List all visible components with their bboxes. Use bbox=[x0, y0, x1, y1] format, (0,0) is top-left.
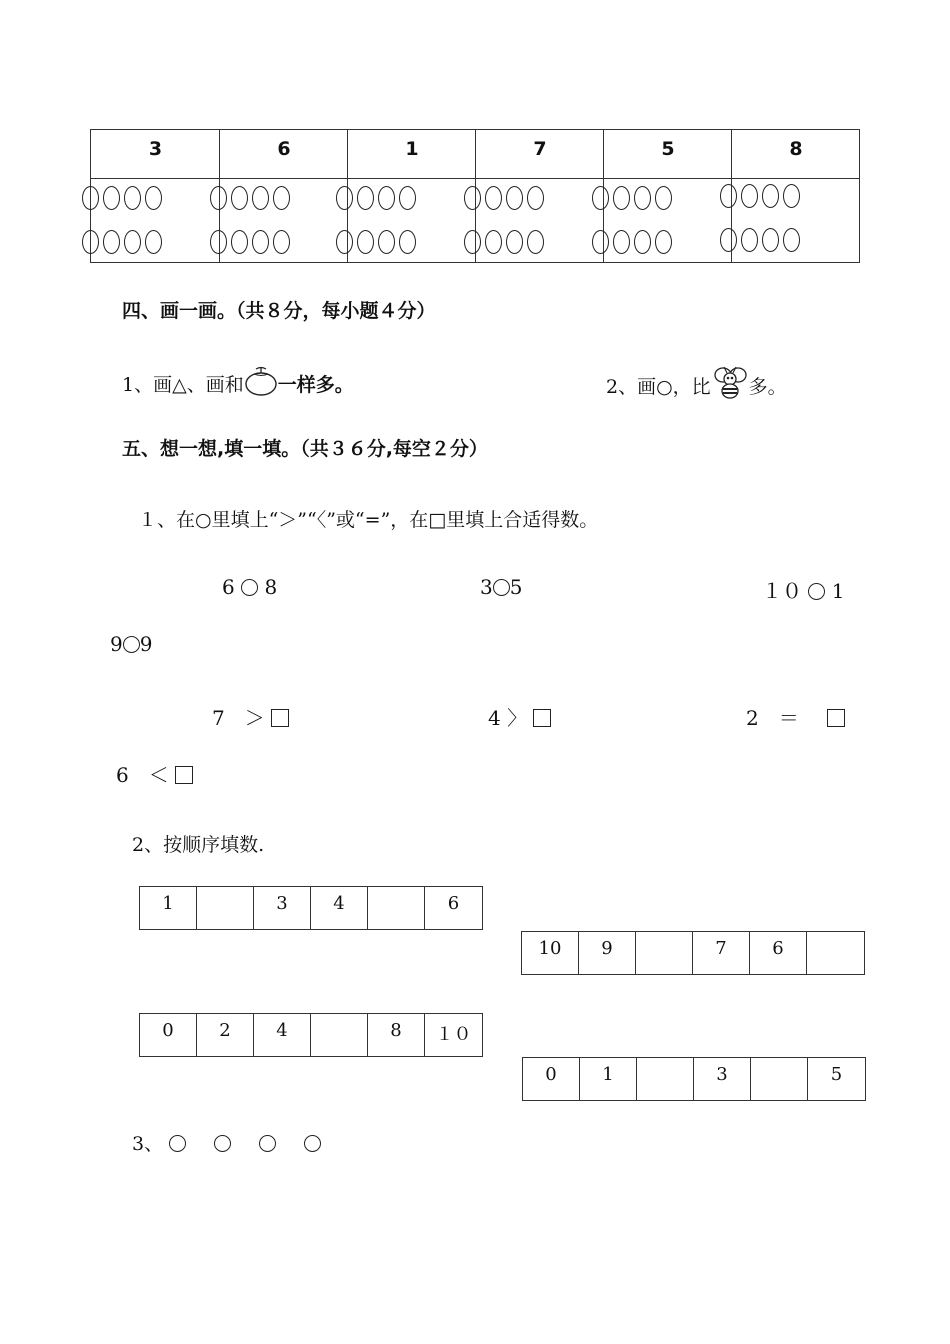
oval-group[interactable] bbox=[210, 230, 290, 254]
section5-heading: 五、想一想,填一填。（共３６分,每空２分） bbox=[122, 438, 488, 460]
section4-heading: 四、画一画。（共８分，每小题４分） bbox=[122, 300, 436, 322]
oval-group[interactable] bbox=[592, 186, 672, 210]
oval-group[interactable] bbox=[464, 186, 544, 210]
apple-icon bbox=[244, 365, 278, 402]
seq-cell: 8 bbox=[368, 1014, 425, 1056]
column-number: 5 bbox=[661, 138, 675, 160]
fill-expression: 7 ＞ bbox=[212, 706, 265, 730]
fill-a bbox=[212, 702, 289, 731]
compare-d bbox=[110, 632, 152, 656]
seq-cell: 1 bbox=[140, 887, 197, 929]
compare-left: 6 bbox=[222, 575, 235, 599]
oval-group[interactable] bbox=[82, 230, 162, 254]
q2-prefix: 2、画○，比 bbox=[606, 376, 711, 398]
fill-c bbox=[746, 702, 845, 731]
fill-d bbox=[116, 759, 193, 788]
oval-group[interactable] bbox=[210, 186, 290, 210]
answer-box[interactable] bbox=[827, 709, 845, 727]
compare-a bbox=[222, 575, 277, 599]
compare-right: 5 bbox=[509, 575, 523, 599]
oval-group[interactable] bbox=[720, 184, 800, 208]
answer-circle[interactable] bbox=[808, 583, 825, 600]
seq-cell[interactable] bbox=[311, 1014, 368, 1056]
seq-cell: 0 bbox=[523, 1058, 580, 1100]
column-number: 6 bbox=[277, 138, 291, 160]
compare-c bbox=[762, 575, 844, 604]
column-number: 7 bbox=[533, 138, 547, 160]
compare-left: 9 bbox=[110, 632, 123, 656]
section5-q3 bbox=[132, 1129, 321, 1156]
section4-q2 bbox=[606, 365, 787, 406]
q1-prefix: 1、画△、画和 bbox=[122, 374, 244, 396]
fill-expression: 2 ＝ bbox=[746, 706, 799, 730]
oval-group[interactable] bbox=[82, 186, 162, 210]
compare-left: １０ bbox=[762, 579, 802, 603]
bee-icon bbox=[711, 365, 749, 406]
seq-cell: 4 bbox=[311, 887, 368, 929]
seq-cell[interactable] bbox=[197, 887, 254, 929]
seq-cell[interactable] bbox=[807, 932, 864, 974]
fill-expression: 4 〉 bbox=[488, 706, 528, 730]
answer-box[interactable] bbox=[533, 709, 551, 727]
oval-group[interactable] bbox=[720, 228, 800, 252]
sequence-row-3 bbox=[139, 1013, 483, 1057]
circle-shape bbox=[259, 1135, 276, 1152]
column-number: 3 bbox=[148, 138, 163, 160]
answer-circle[interactable] bbox=[241, 579, 258, 596]
fill-expression: 6 ＜ bbox=[116, 763, 169, 787]
answer-circle[interactable] bbox=[493, 579, 510, 596]
seq-cell: 3 bbox=[254, 887, 311, 929]
fill-b bbox=[488, 702, 551, 731]
sequence-row-4 bbox=[522, 1057, 866, 1101]
seq-cell: 9 bbox=[579, 932, 636, 974]
seq-cell: 4 bbox=[254, 1014, 311, 1056]
circle-shape bbox=[169, 1135, 186, 1152]
seq-cell[interactable] bbox=[637, 1058, 694, 1100]
compare-right: 1 bbox=[831, 579, 845, 603]
section5-q1: １、在○里填上“＞”“〈”或“=”，在□里填上合适得数。 bbox=[138, 509, 599, 531]
column-number: 8 bbox=[789, 138, 803, 160]
seq-cell[interactable] bbox=[368, 887, 425, 929]
answer-circle[interactable] bbox=[123, 636, 140, 653]
oval-group[interactable] bbox=[592, 230, 672, 254]
q2-suffix: 多。 bbox=[748, 376, 787, 398]
compare-right: 9 bbox=[139, 632, 153, 656]
seq-cell: １０ bbox=[435, 1024, 472, 1045]
circle-shape bbox=[304, 1135, 321, 1152]
sequence-row-2 bbox=[521, 931, 865, 975]
seq-cell[interactable] bbox=[636, 932, 693, 974]
seq-cell: 0 bbox=[140, 1014, 197, 1056]
compare-right: 8 bbox=[264, 575, 278, 599]
answer-box[interactable] bbox=[175, 766, 193, 784]
seq-cell: 5 bbox=[830, 1064, 843, 1085]
seq-cell: 10 bbox=[522, 932, 579, 974]
q3-label: 3、 bbox=[132, 1133, 164, 1155]
seq-cell: 3 bbox=[694, 1058, 751, 1100]
section4-q1 bbox=[122, 365, 354, 402]
oval-group[interactable] bbox=[336, 230, 416, 254]
seq-cell: 6 bbox=[447, 893, 460, 914]
oval-group[interactable] bbox=[464, 230, 544, 254]
seq-cell: 1 bbox=[580, 1058, 637, 1100]
answer-box[interactable] bbox=[271, 709, 289, 727]
circle-shape bbox=[214, 1135, 231, 1152]
seq-cell: 6 bbox=[750, 932, 807, 974]
seq-cell: 7 bbox=[693, 932, 750, 974]
sequence-row-1 bbox=[139, 886, 483, 930]
compare-b bbox=[480, 575, 522, 599]
seq-cell[interactable] bbox=[751, 1058, 808, 1100]
q1-suffix: 一样多。 bbox=[277, 374, 354, 396]
column-number: 1 bbox=[405, 138, 419, 160]
seq-cell: 2 bbox=[197, 1014, 254, 1056]
oval-group[interactable] bbox=[336, 186, 416, 210]
compare-left: 3 bbox=[480, 575, 493, 599]
section5-q2: 2、按顺序填数. bbox=[132, 834, 265, 856]
